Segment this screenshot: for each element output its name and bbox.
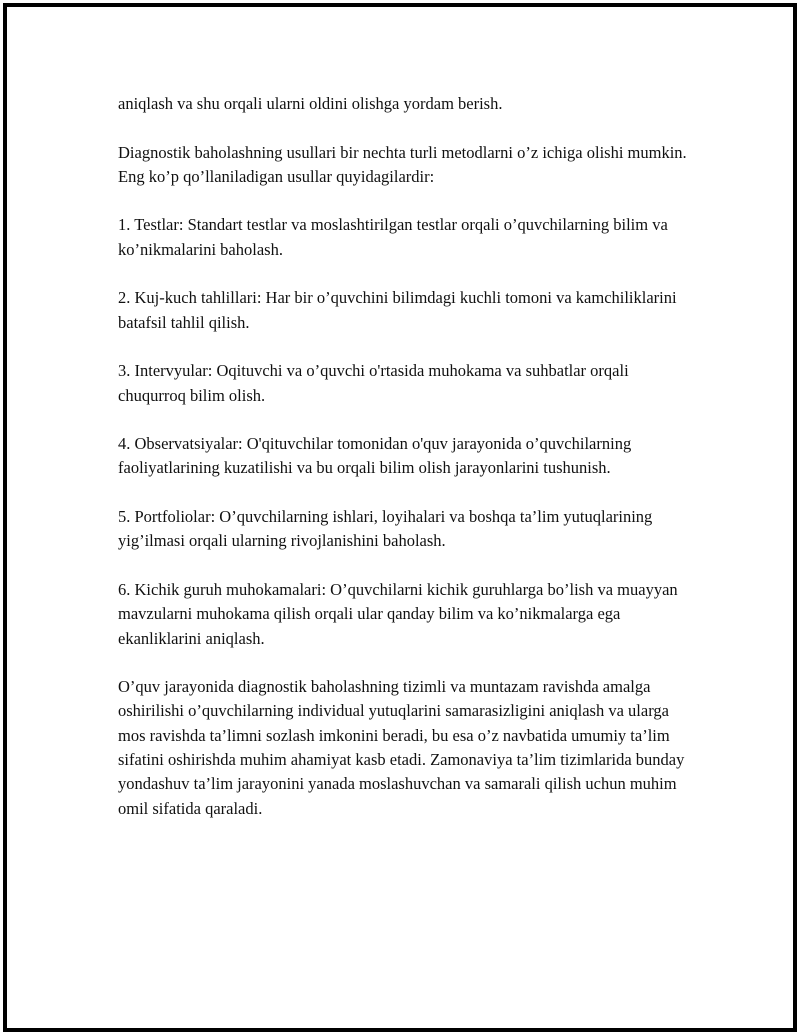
list-item-group-discussions: 6. Kichik guruh muhokamalari: O’quvchilarni kichik guruhlarga bo’lish va muayyan mavzularni muhokama qilish orqali ular qanday bilim va ko’nikmalarga ega ekanliklarini aniqlash. [118, 579, 678, 648]
list-item-portfolios: 5. Portfoliolar: O’quvchilarning ishlari, loyihalari va boshqa ta’lim yutuqlarining yig’ilmasi orqali ularning rivojlanishini baholash. [118, 507, 653, 551]
paragraph-conclusion: O’quv jarayonida diagnostik baholashning tizimli va muntazam ravishda amalga oshirilishi o’quvchilarning individual yutuqlarini samarasizligini aniqlash va ularga mos ravishda ta’limni sozlash imkonini beradi, bu esa o’z navbatida umumiy ta’lim sifatini oshirishda muhim ahamiyat kasb etadi. Zamonaviya ta’lim tizimlarida bunday yondashuv ta’lim jarayonini yanada moslashuvchan va samarali qilish uchun muhim omil sifatida qaraladi. [118, 677, 685, 818]
paragraph-intro: Diagnostik baholashning usullari bir nechta turli metodlarni o’z ichiga olishi mumkin. Eng ko’p qo’llaniladigan usullar quyidagilardir: [118, 142, 687, 186]
list-item-strengths-analysis: 2. Kuj-kuch tahlillari: Har bir o’quvchini bilimdagi kuchli tomoni va kamchiliklarini batafsil tahlil qilish. [118, 288, 677, 332]
paragraph-continuation: aniqlash va shu orqali ularni oldini olishga yordam berish. [118, 94, 503, 113]
list-item-observations: 4. Observatsiyalar: O'qituvchilar tomonidan o'quv jarayonida o’quvchilarning faoliyatlarining kuzatilishi va bu orqali bilim olish jarayonlarini tushunish. [118, 434, 632, 478]
document-body [118, 92, 698, 845]
list-item-interviews: 3. Intervyular: Oqituvchi va o’quvchi o'rtasida muhokama va suhbatlar orqali chuqurroq bilim olish. [118, 361, 629, 405]
list-item-tests: 1. Testlar: Standart testlar va moslashtirilgan testlar orqali o’quvchilarning bilim va ko’nikmalarini baholash. [118, 215, 668, 259]
